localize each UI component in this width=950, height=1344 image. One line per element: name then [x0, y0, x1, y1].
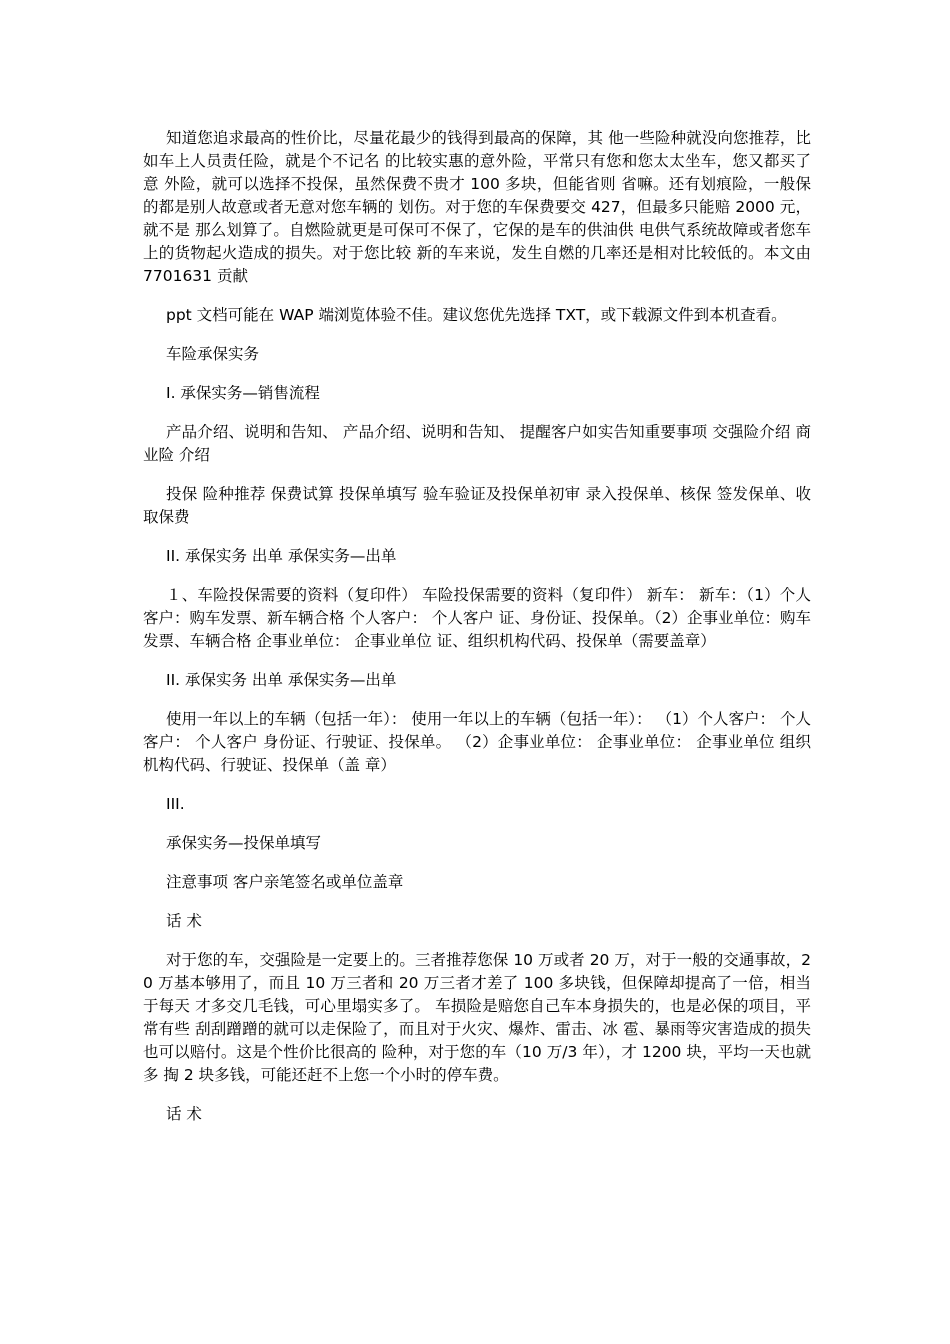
paragraph-new-car-docs: １、车险投保需要的资料（复印件） 车险投保需要的资料（复印件） 新车： 新车：（1）个人客户：购车发票、新车辆合格 个人客户： 个人客户 证、身份证、投保单。（2）企事业单位：购车发票、车辆合格 企事业单位： 企事业单位 证、组织机构代码、投保单（需要盖章） [143, 586, 811, 650]
heading-section-2b: II. 承保实务 出单 承保实务—出单 [166, 671, 397, 689]
heading-section-2a: II. 承保实务 出单 承保实务—出单 [166, 547, 397, 565]
heading-section-3: III. [166, 795, 185, 813]
heading-script-1: 话 术 [166, 912, 202, 930]
paragraph-process-steps: 投保 险种推荐 保费试算 投保单填写 验车验证及投保单初审 录入投保单、核保 签发保单、收取保费 [143, 485, 811, 526]
heading-section-1: I. 承保实务—销售流程 [166, 384, 320, 402]
heading-script-2: 话 术 [166, 1105, 202, 1123]
paragraph-used-car-docs: 使用一年以上的车辆（包括一年）： 使用一年以上的车辆（包括一年）： （1）个人客户： 个人客户： 个人客户 身份证、行驶证、投保单。 （2）企事业单位： 企事业单位： 企事业单位 组织机构代码、行驶证、投保单（盖 章） [143, 710, 811, 774]
paragraph-sales-script: 对于您的车，交强险是一定要上的。三者推荐您保 10 万或者 20 万，对于一般的交通事故，20 万基本够用了，而且 10 万三者和 20 万三者才差了 100 多块钱，但保障却提高了一倍，相当于每天 才多交几毛钱，可心里塌实多了。 车损险是赔您自己车本身损失的，也是必保的项目，平常有些 刮刮蹭蹭的就可以走保险了，而且对于火灾、爆炸、雷击、冰 雹、暴雨等灾害造成的损失也可以赔付。这是个性价比很高的 险种，对于您的车（10 万/3 年），才 1200 块，平均一天也就多 掏 2 块多钱，可能还赶不上您一个小时的停车费。 [143, 951, 811, 1084]
paragraph-intro-advice: 知道您追求最高的性价比，尽量花最少的钱得到最高的保障，其 他一些险种就没向您推荐，比如车上人员责任险，就是个不记名 的比较实惠的意外险，平常只有您和您太太坐车，您又都买了意 外险，就可以选择不投保，虽然保费不贵才 100 多块，但能省则 省嘛。还有划痕险，一般保的都是别人故意或者无意对您车辆的 划伤。对于您的车保费要交 427，但最多只能赔 2000 元，就不是 那么划算了。自燃险就更是可保可不保了，它保的是车的供油供 电供气系统故障或者您车上的货物起火造成的损失。对于您比较 新的车来说，发生自燃的几率还是相对比较低的。本文由 7701631 贡献 [143, 129, 811, 285]
paragraph-product-intro: 产品介绍、说明和告知、 产品介绍、说明和告知、 提醒客户如实告知重要事项 交强险介绍 商业险 介绍 [143, 423, 811, 464]
paragraph-notes: 注意事项 客户亲笔签名或单位盖章 [166, 873, 404, 891]
document-page [143, 127, 811, 1142]
heading-form-filling: 承保实务—投保单填写 [166, 834, 322, 852]
paragraph-ppt-notice: ppt 文档可能在 WAP 端浏览体验不佳。建议您优先选择 TXT，或下载源文件到本机查看。 [166, 306, 787, 324]
heading-title: 车险承保实务 [166, 345, 260, 363]
